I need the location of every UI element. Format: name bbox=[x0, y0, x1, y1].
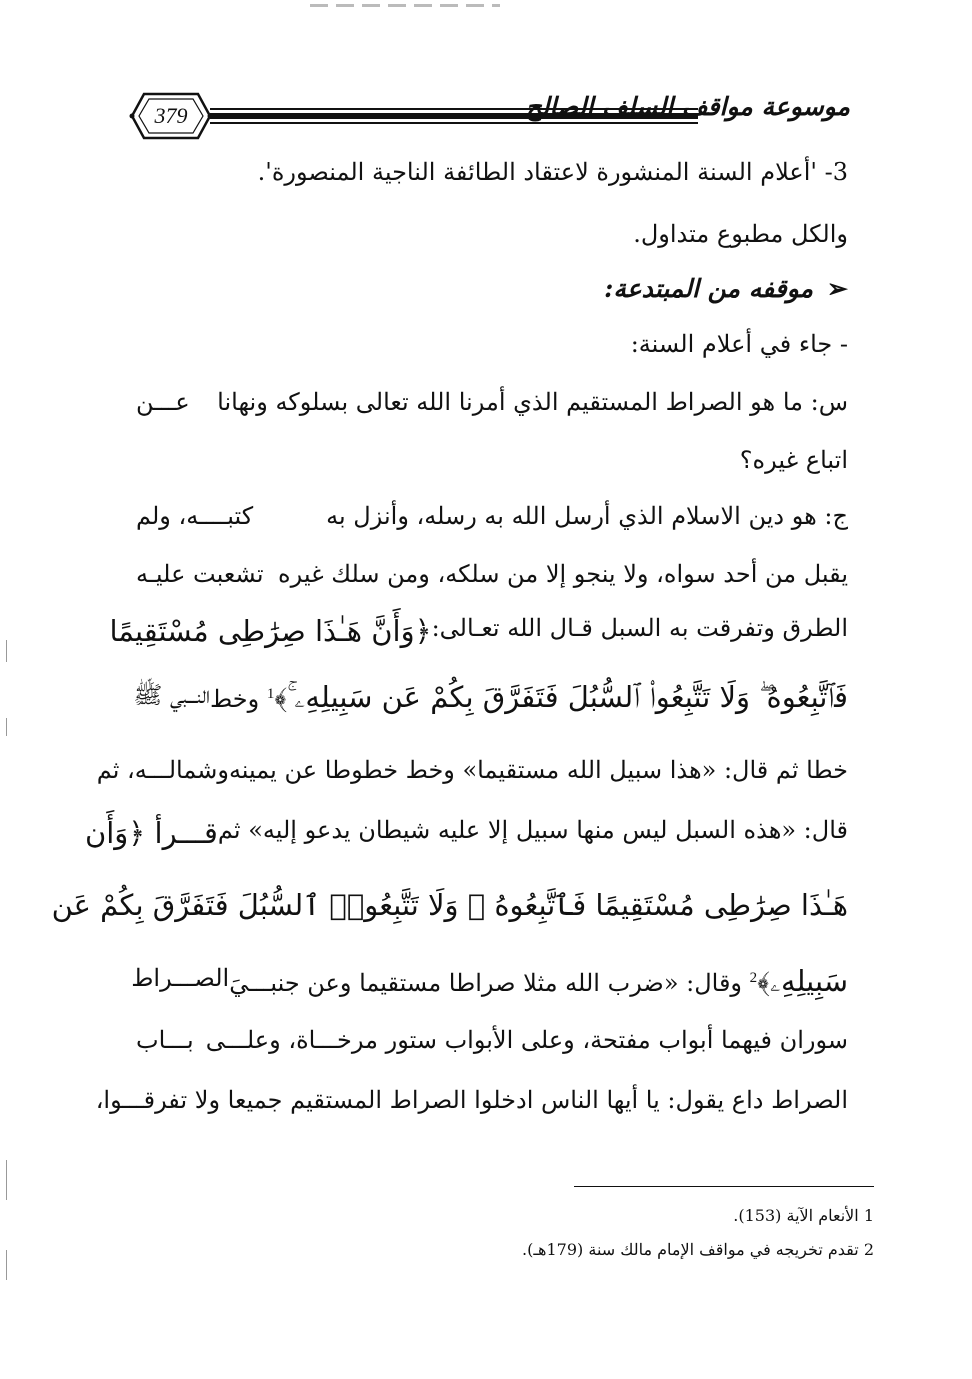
paragraph-line bbox=[96, 756, 848, 784]
quran-verse: ﴿وَأَنَّ هَـٰذَا صِرَٰطِى مُسْتَقِيمًا bbox=[109, 614, 432, 648]
paragraph-line: الصراط داع يقول: يا أيها الناس ادخلوا الصراط المستقيم جميعا ولا تفرقـــوا، bbox=[95, 1086, 848, 1114]
footnote-separator bbox=[574, 1186, 874, 1187]
line-text-end: بـــاب bbox=[136, 1026, 194, 1054]
quran-verse: قـــرأ ﴿وَأَن bbox=[84, 816, 218, 850]
footnote-text: الأنعام الآية (153). bbox=[733, 1206, 859, 1225]
paragraph-line bbox=[136, 560, 848, 588]
paragraph-line bbox=[133, 680, 848, 715]
line-text: ج: هو دين الاسلام الذي أرسل الله به رسله، وأنزل به bbox=[326, 502, 848, 530]
line-text: س: ما هو الصراط المستقيم الذي أمرنا الله تعالى بسلوكه ونهانا bbox=[217, 388, 848, 416]
line-text: يقبل من أحد سواه، ولا ينجو إلا من سلكه، ومن سلك غيره bbox=[278, 560, 848, 588]
scan-margin-mark bbox=[6, 1250, 7, 1280]
line-text-end: عـــن bbox=[136, 388, 190, 416]
footnote-text: تقدم تخريجه في مواقف الإمام مالك سنة (179هـ). bbox=[522, 1240, 859, 1259]
footnote-number: 2 bbox=[863, 1240, 874, 1259]
paragraph-line: 3- 'أعلام السنة المنشورة لاعتقاد الطائفة الناجية المنصورة'. bbox=[257, 158, 848, 186]
scan-margin-mark bbox=[6, 1160, 7, 1200]
paragraph-line bbox=[136, 388, 848, 416]
line-text-end: وشمالـــه، ثم bbox=[96, 756, 229, 784]
footnote-number: 1 bbox=[863, 1206, 874, 1225]
arrow-bullet-icon: ➢ bbox=[827, 274, 848, 303]
line-text: خطا ثم قال: «هذا سبيل الله مستقيما» وخط خطوطا عن يمينه bbox=[228, 756, 848, 784]
scan-margin-mark bbox=[6, 640, 7, 662]
page-number: 379 bbox=[154, 103, 188, 128]
section-subheading bbox=[136, 274, 848, 303]
page-header bbox=[128, 88, 850, 150]
subheading-text: موقفه من المبتدعة: bbox=[604, 274, 814, 303]
footnote bbox=[522, 1240, 874, 1259]
page-number-badge bbox=[128, 90, 214, 142]
paragraph-line bbox=[84, 816, 848, 850]
line-text-end: النـــبي ﷺ bbox=[133, 681, 210, 709]
line-text: قال: «هذه السبل ليس منها سبيل إلا عليه شيطان يدعو إليه» ثم bbox=[217, 816, 848, 844]
paragraph-line bbox=[136, 502, 848, 530]
scan-artifact bbox=[310, 4, 500, 7]
scan-margin-mark bbox=[6, 718, 7, 736]
quran-verse: فَٱتَّبِعُوهُ ۖ وَلَا تَتَّبِعُوا۟ ٱلسُّبُلَ فَتَفَرَّقَ بِكُمْ عَن سَبِيلِهِۦ ۚ﴾ bbox=[274, 680, 848, 714]
line-text: وخط bbox=[209, 685, 260, 713]
footnote-ref: 1 bbox=[266, 686, 275, 702]
line-text-end: الصـــراط bbox=[131, 964, 230, 992]
paragraph-line: والكل مطبوع متداول. bbox=[633, 220, 848, 248]
footnote bbox=[733, 1206, 874, 1225]
line-text: سوران فيهما أبواب مفتحة، وعلى الأبواب ستور مرخـــاة، وعلـــى bbox=[205, 1026, 848, 1054]
paragraph-line: - جاء في أعلام السنة: bbox=[630, 330, 848, 358]
book-title: موسوعة مواقف السلف الصالح bbox=[525, 92, 850, 121]
quran-verse: سَبِيلِهِۦ﴾ bbox=[757, 964, 848, 998]
paragraph-line bbox=[136, 1026, 848, 1054]
footnote-ref: 2 bbox=[749, 970, 758, 986]
line-text-end: تشعبت عليـه bbox=[136, 560, 264, 588]
line-text: الطرق وتفرقت به السبل قـال الله تعـالى: bbox=[431, 614, 848, 642]
quran-verse-line: هَـٰذَا صِرَٰطِى مُسْتَقِيمًا فَٱتَّبِعُوهُ ۖ وَلَا تَتَّبِعُوا۟ ٱلسُّبُلَ فَتَفَرَّقَ بِكُمْ عَن bbox=[51, 888, 848, 922]
line-text: وقال: «ضرب الله مثلا صراطا مستقيما وعن جنبـــيَ bbox=[229, 969, 743, 997]
paragraph-line bbox=[131, 964, 848, 999]
line-text-end: كتبــــه، ولم bbox=[136, 502, 254, 530]
paragraph-line bbox=[109, 614, 848, 648]
paragraph-line: اتباع غيره؟ bbox=[739, 446, 848, 474]
